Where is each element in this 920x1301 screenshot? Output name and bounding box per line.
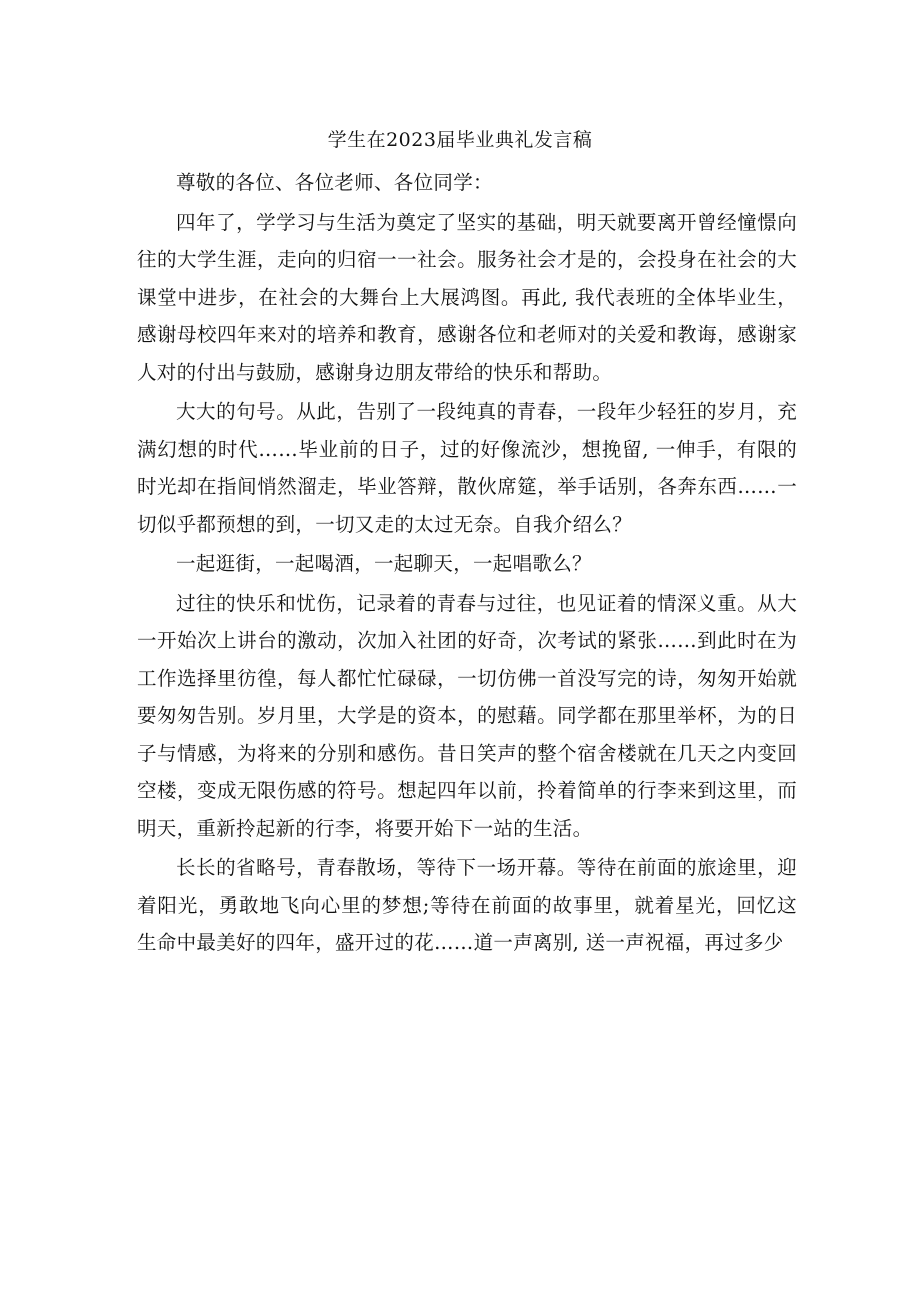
body-paragraph: 一起逛街，一起喝酒，一起聊天，一起唱歌么？ bbox=[176, 552, 592, 575]
body-paragraph: 长长的省略号，青春散场，等待下一场开幕。等待在前面的旅途里，迎着阳光，勇敢地飞向心里的梦想;等待在前面的故事里，就着星光，回忆这生命中最美好的四年，盛开过的花……道一声离别, 送一声祝福，再过多少 bbox=[137, 856, 797, 954]
body-paragraph: 大大的句号。从此，告别了一段纯真的青春，一段年少轻狂的岁月，充满幻想的时代……毕业前的日子，过的好像流沙，想挽留, 一伸手，有限的时光却在指间悄然溜走，毕业答辩，散伙席筵，举手话别，各奔东西……一切似乎都预想的到，一切又走的太过无奈。自我介绍么？ bbox=[137, 400, 797, 536]
document-body bbox=[137, 164, 797, 964]
document-title: 学生在2023届毕业典礼发言稿 bbox=[327, 129, 593, 151]
body-paragraph: 过往的快乐和忧伤，记录着的青春与过往，也见证着的情深义重。从大一开始次上讲台的激动，次加入社团的好奇，次考试的紧张……到此时在为工作选择里彷徨，每人都忙忙碌碌，一切仿佛一首没写完的诗，匆匆开始就要匆匆告别。岁月里，大学是的资本，的慰藉。同学都在那里举杯，为的日子与情感，为将来的分别和感伤。昔日笑声的整个宿舍楼就在几天之内变回空楼，变成无限伤感的符号。想起四年以前，拎着简单的行李来到这里，而明天，重新拎起新的行李，将要开始下一站的生活。 bbox=[137, 591, 797, 840]
salutation-paragraph: 尊敬的各位、各位老师、各位同学： bbox=[176, 171, 493, 194]
body-paragraph: 四年了，学学习与生活为奠定了坚实的基础，明天就要离开曾经憧憬向往的大学生涯，走向的归宿一一社会。服务社会才是的，会投身在社会的大课堂中进步，在社会的大舞台上大展鸿图。再此, 我代表班的全体毕业生，感谢母校四年来对的培养和教育，感谢各位和老师对的关爱和教诲，感谢家人对的付出与鼓励，感谢身边朋友带给的快乐和帮助。 bbox=[137, 210, 797, 384]
